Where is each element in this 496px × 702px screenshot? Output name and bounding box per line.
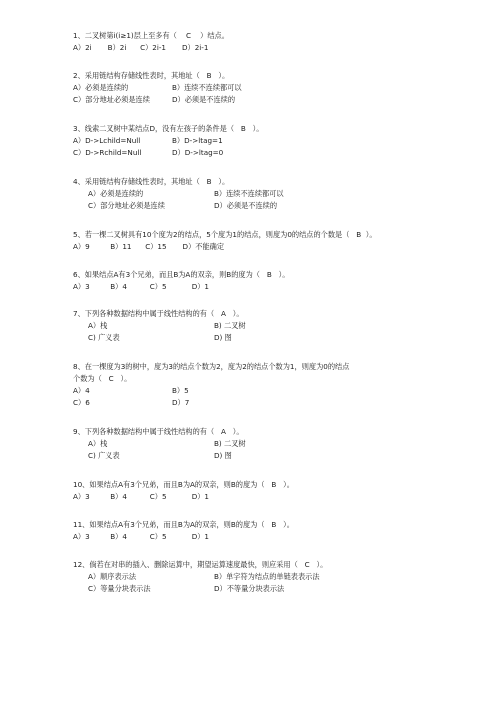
question-7: [73, 308, 473, 344]
option-b: B) 二叉树: [214, 321, 246, 330]
option-c: C）等量分块表示法: [88, 584, 151, 593]
option-a: A）4: [73, 386, 90, 395]
option-a: A）栈: [88, 439, 108, 448]
option-b: B) 二叉树: [214, 439, 246, 448]
question-stem: 8、在一棵度为3的树中，度为3的结点个数为2，度为2的结点个数为1，则度为0的结点: [73, 362, 350, 371]
option-d: D）必须是不连续的: [172, 95, 236, 104]
question-stem: 3、线索二叉树中某结点D，没有左孩子的条件是（ B ）。: [73, 124, 264, 133]
option-d: D) 图: [214, 451, 232, 460]
question-stem: 5、若一棵二叉树具有10个度为2的结点，5个度为1的结点，则度为0的结点的个数是（ B ）。: [73, 230, 377, 239]
option-c: C）6: [73, 398, 90, 407]
question-11: [73, 519, 473, 543]
option-c: C）部分地址必须是连续: [88, 201, 165, 210]
question-options: A）3 B）4 C）5 D）1: [73, 492, 209, 501]
question-8: [73, 361, 473, 409]
question-10: [73, 479, 473, 503]
option-c: C) 广义表: [88, 333, 120, 342]
option-d: D）D->ltag=0: [172, 148, 224, 157]
option-d: D) 图: [214, 333, 232, 342]
option-c: C) 广义表: [88, 451, 120, 460]
question-stem-continued: 个数为（ C ）。: [73, 374, 132, 383]
option-c: C）D->Rchild=Null: [73, 148, 142, 157]
question-stem: 12、倘若在对串的插入、删除运算中，期望运算速度最快，则应采用（ C ）。: [73, 560, 328, 569]
question-stem: 7、下列各种数据结构中属于线性结构的有（ A ）。: [73, 309, 244, 318]
question-2: [73, 70, 473, 106]
option-b: B）5: [172, 386, 189, 395]
question-3: [73, 123, 473, 159]
option-b: B）连续不连续都可以: [172, 83, 242, 92]
question-stem: 11、如果结点A有3个兄弟，而且B为A的双亲，则B的度为（ B ）。: [73, 520, 294, 529]
question-options: A）3 B）4 C）5 D）1: [73, 282, 209, 291]
question-9: [73, 426, 473, 462]
question-stem: 6、如果结点A有3个兄弟，而且B为A的双亲，则B的度为（ B ）。: [73, 270, 290, 279]
option-a: A）必须是连续的: [73, 83, 129, 92]
question-options: A）9 B）11 C）15 D）不能确定: [73, 242, 225, 251]
question-6: [73, 269, 473, 293]
question-stem: 10、如果结点A有3个兄弟，而且B为A的双亲，则B的度为（ B ）。: [73, 480, 294, 489]
question-stem: 4、采用链结构存储线性表时，其地址（ B ）。: [73, 177, 230, 186]
option-a: A）D->Lchild=Null: [73, 136, 141, 145]
question-5: [73, 229, 473, 253]
option-c: C）部分地址必须是连续: [73, 95, 150, 104]
option-b: B）连续不连续都可以: [214, 189, 284, 198]
question-stem: 9、下列各种数据结构中属于线性结构的有（ A ）。: [73, 427, 244, 436]
question-stem: 1、二叉树第i(i≥1)层上至多有（ C ）结点。: [73, 31, 229, 40]
question-stem: 2、采用链结构存储线性表时，其地址（ B ）。: [73, 71, 230, 80]
option-b: B）单字符为结点的单链表表示法: [214, 572, 320, 581]
question-12: [73, 559, 473, 595]
option-a: A）顺序表示法: [88, 572, 137, 581]
option-a: A）栈: [88, 321, 108, 330]
question-options: A）2i B）2i C）2i-1 D）2i-1: [73, 43, 209, 52]
option-d: D）不等量分块表示法: [214, 584, 285, 593]
question-options: A）3 B）4 C）5 D）1: [73, 532, 209, 541]
question-4: [73, 176, 473, 212]
option-d: D）7: [172, 398, 190, 407]
question-1: [73, 30, 473, 54]
option-a: A）必须是连续的: [88, 189, 144, 198]
option-b: B）D->ltag=1: [172, 136, 223, 145]
option-d: D）必须是不连续的: [214, 201, 278, 210]
